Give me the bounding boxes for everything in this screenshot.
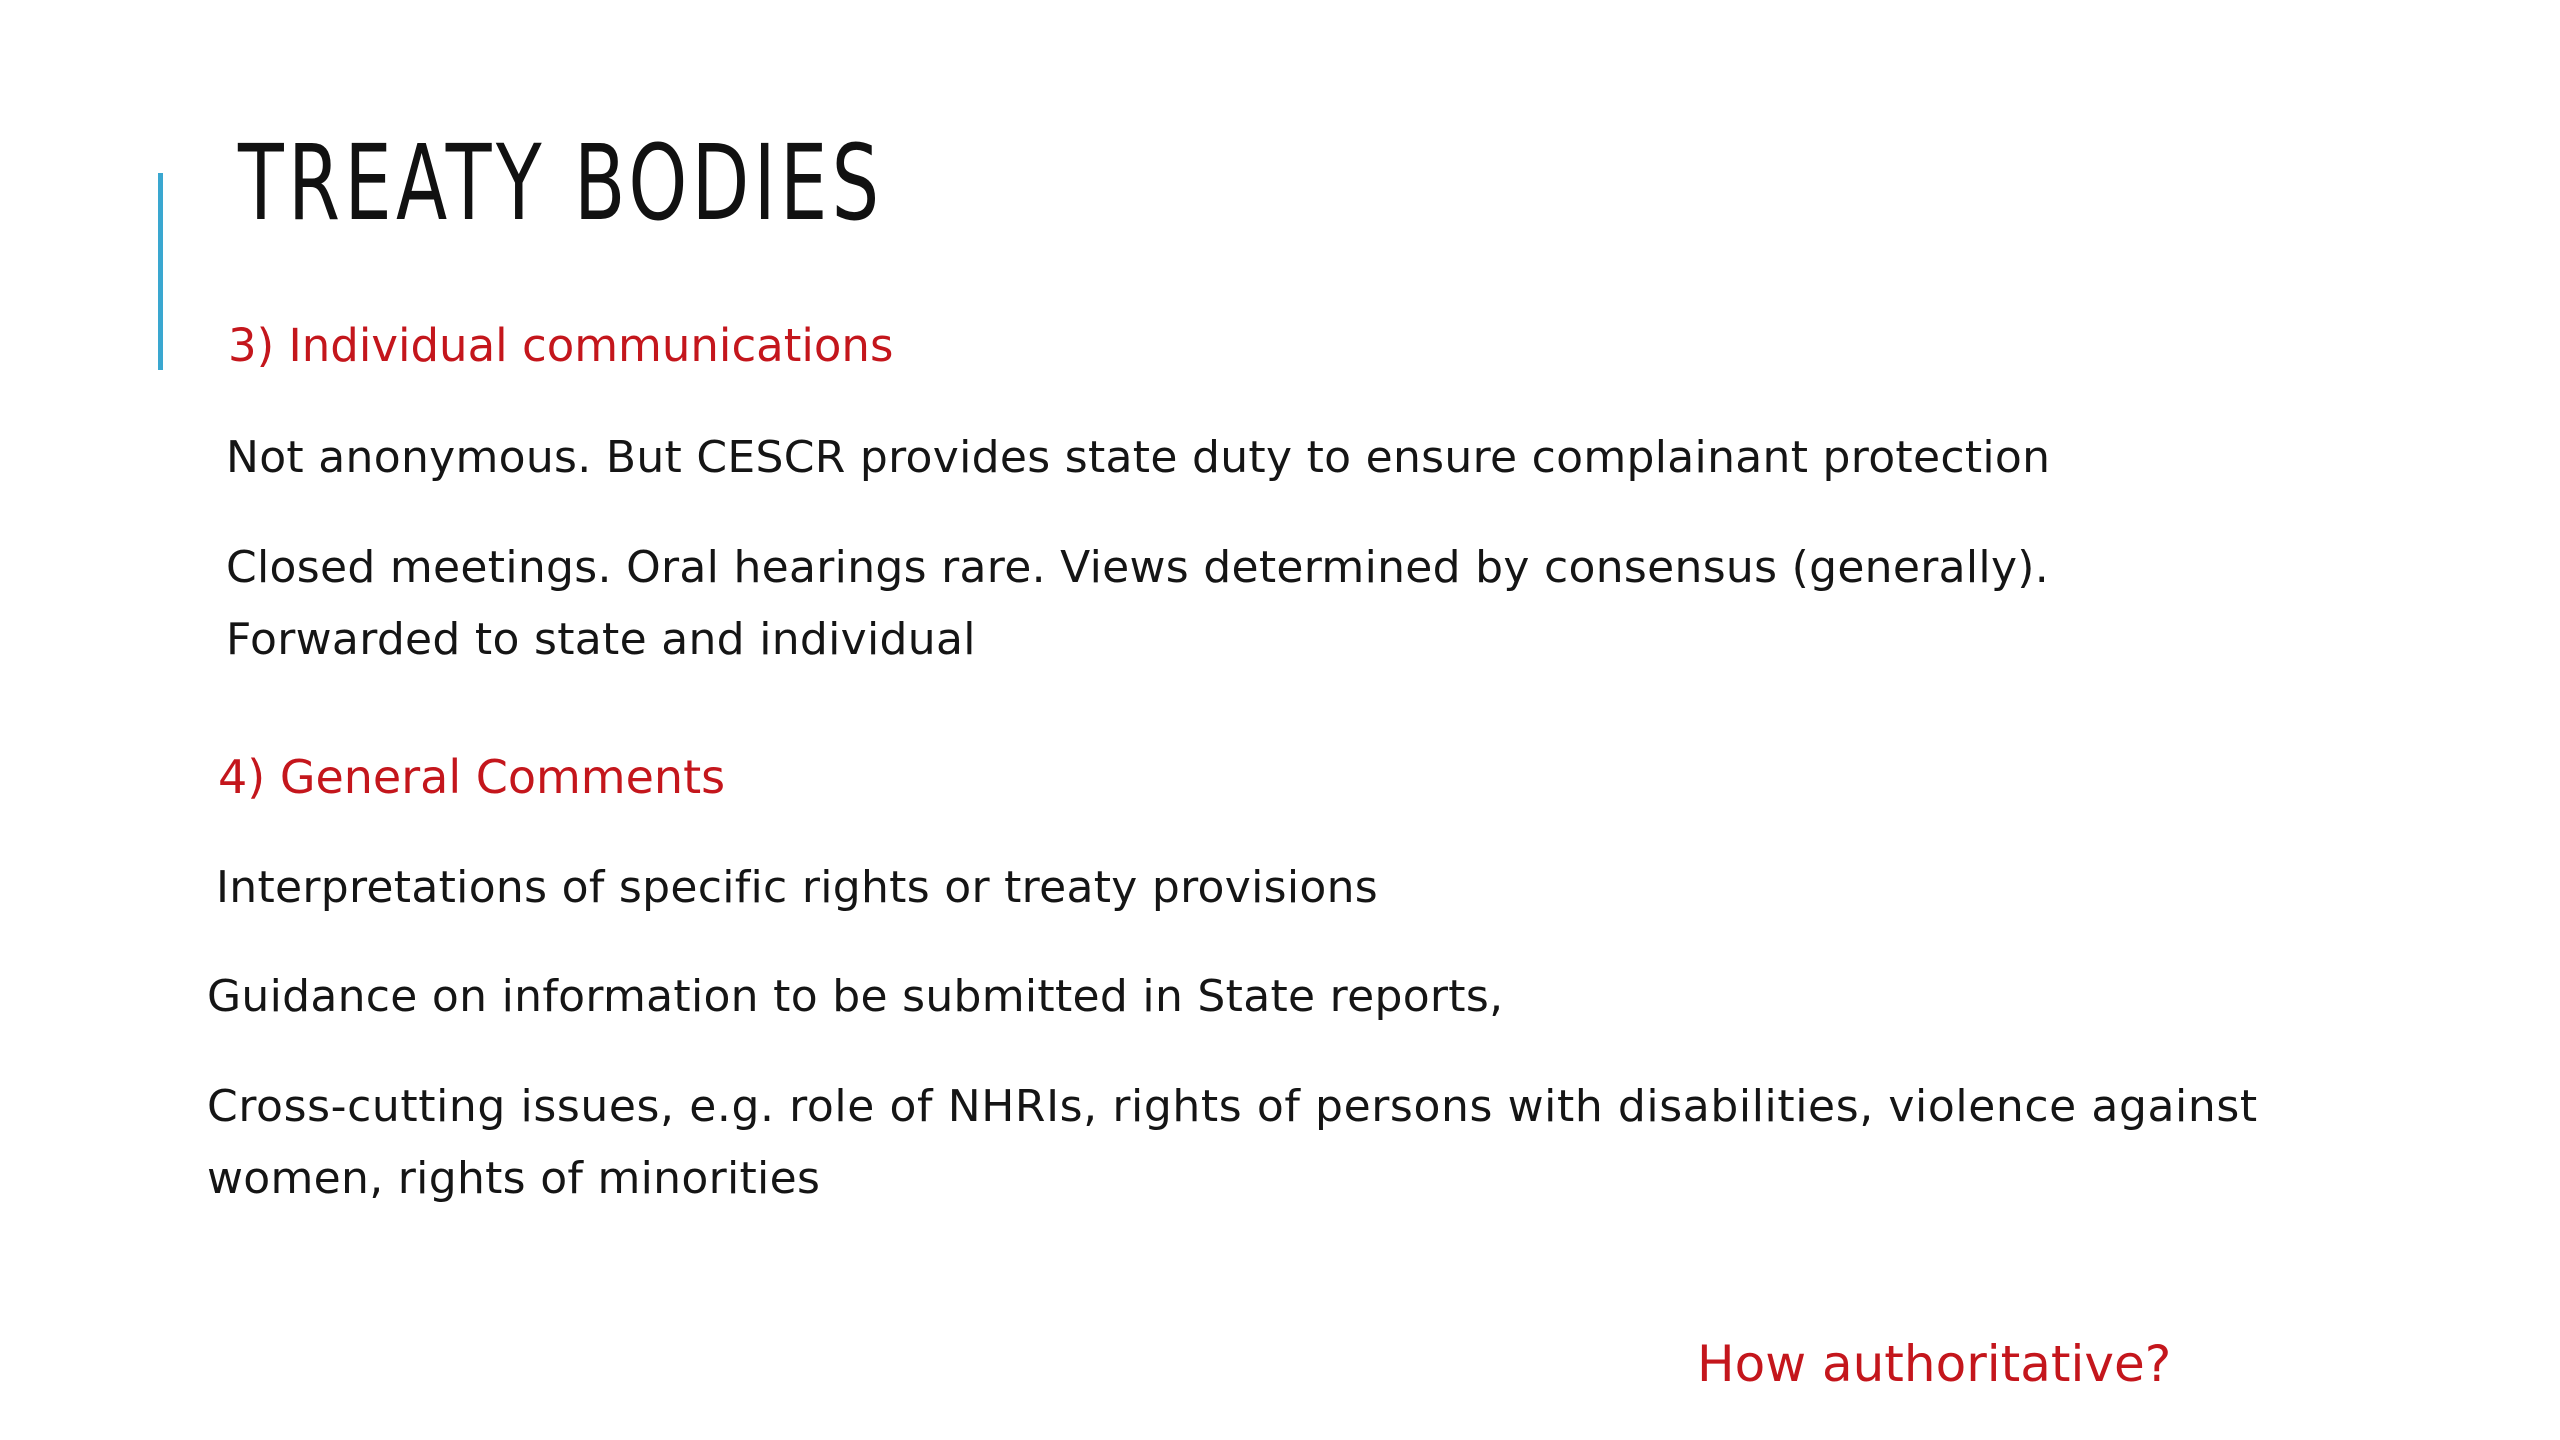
title-accent-bar <box>158 173 163 370</box>
slide-title: TREATY BODIES <box>238 122 884 244</box>
section-heading-individual-communications: 3) Individual communications <box>228 319 894 372</box>
body-line-closed-meetings: Closed meetings. Oral hearings rare. Views determined by consensus (generally). <box>226 542 2050 593</box>
question-how-authoritative: How authoritative? <box>1697 1335 2172 1393</box>
body-line-interpretations: Interpretations of specific rights or treaty provisions <box>216 862 1379 913</box>
body-line-women-minorities: women, rights of minorities <box>207 1153 821 1204</box>
section-heading-general-comments: 4) General Comments <box>218 750 726 804</box>
body-line-cross-cutting: Cross-cutting issues, e.g. role of NHRIs, rights of persons with disabilities, violence against <box>207 1081 2258 1132</box>
body-line-forwarded: Forwarded to state and individual <box>226 614 976 665</box>
body-line-not-anonymous: Not anonymous. But CESCR provides state duty to ensure complainant protection <box>226 432 2051 483</box>
body-line-guidance: Guidance on information to be submitted in State reports, <box>207 971 1504 1022</box>
